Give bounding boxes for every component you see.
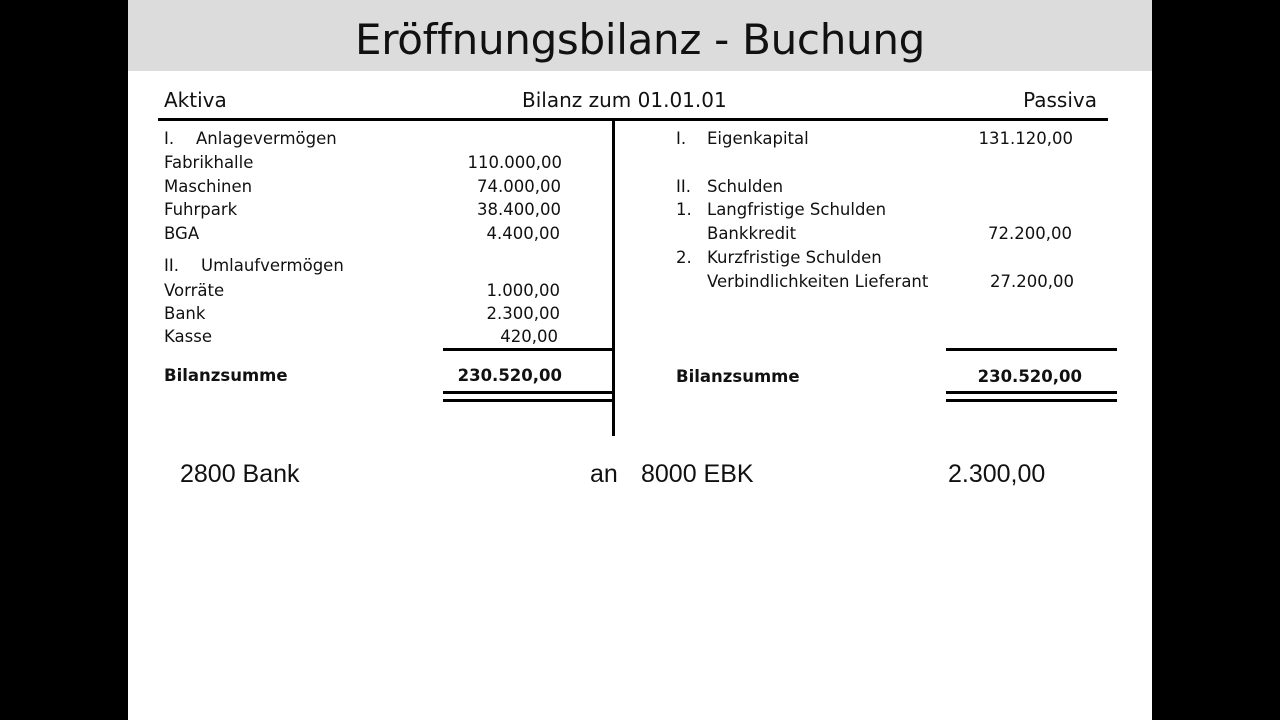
aktiva-item-value: 1.000,00 (486, 281, 560, 300)
aktiva-total-value: 230.520,00 (457, 366, 562, 385)
passiva-bankkredit-label: Bankkredit (707, 224, 797, 243)
booking-debit-account: 2800 Bank (180, 460, 300, 488)
aktiva-item-value: 4.400,00 (486, 224, 560, 243)
aktiva-item-value: 2.300,00 (486, 304, 560, 323)
passiva-subtotal-line (946, 348, 1117, 351)
passiva-sub-num: 1. (676, 200, 692, 219)
aktiva-subtotal-line (443, 348, 613, 351)
t-account-center-line (612, 120, 615, 436)
aktiva-item-label: Kasse (164, 327, 212, 346)
passiva-eigenkapital-label: Eigenkapital (707, 129, 809, 148)
aktiva-section-num: I. (164, 129, 175, 148)
passiva-total-label: Bilanzsumme (676, 367, 800, 386)
passiva-total-value: 230.520,00 (977, 367, 1082, 386)
passiva-section-num: I. (676, 129, 687, 148)
aktiva-item-value: 74.000,00 (477, 177, 561, 196)
aktiva-item-value: 38.400,00 (477, 200, 561, 219)
passiva-schulden-label: Schulden (707, 177, 784, 196)
aktiva-item-label: Fabrikhalle (164, 153, 254, 172)
aktiva-item-label: BGA (164, 224, 200, 243)
passiva-double-line-top (946, 391, 1117, 394)
t-account-top-line (158, 118, 1108, 121)
passiva-eigenkapital-value: 131.120,00 (978, 129, 1073, 148)
passiva-double-line-bottom (946, 399, 1117, 402)
passiva-langfristig-label: Langfristige Schulden (707, 200, 887, 219)
aktiva-header: Aktiva (164, 88, 227, 112)
passiva-verbindlichkeiten-value: 27.200,00 (990, 272, 1074, 291)
aktiva-section-anlagevermoegen: Anlagevermögen (196, 129, 337, 148)
passiva-verbindlichkeiten-label: Verbindlichkeiten Lieferant (707, 272, 929, 291)
passiva-kurzfristig-label: Kurzfristige Schulden (707, 248, 882, 267)
aktiva-double-line-bottom (443, 399, 613, 402)
aktiva-section-num: II. (164, 256, 179, 275)
passiva-bankkredit-value: 72.200,00 (988, 224, 1072, 243)
booking-credit-account: 8000 EBK (641, 460, 754, 488)
slide-title: Eröffnungsbilanz - Buchung (354, 15, 926, 64)
aktiva-item-label: Bank (164, 304, 206, 323)
booking-connector: an (590, 460, 618, 488)
aktiva-item-label: Fuhrpark (164, 200, 238, 219)
aktiva-item-value: 110.000,00 (467, 153, 562, 172)
aktiva-total-label: Bilanzsumme (164, 366, 288, 385)
booking-amount: 2.300,00 (948, 460, 1046, 488)
aktiva-item-label: Maschinen (164, 177, 253, 196)
passiva-sub-num: 2. (676, 248, 692, 267)
aktiva-section-umlaufvermoegen: Umlaufvermögen (201, 256, 344, 275)
passiva-section-num: II. (676, 177, 691, 196)
balance-date-header: Bilanz zum 01.01.01 (522, 88, 727, 112)
passiva-header: Passiva (1023, 88, 1097, 112)
aktiva-item-value: 420,00 (500, 327, 558, 346)
aktiva-double-line-top (443, 391, 613, 394)
aktiva-item-label: Vorräte (164, 281, 225, 300)
slide (128, 0, 1152, 720)
